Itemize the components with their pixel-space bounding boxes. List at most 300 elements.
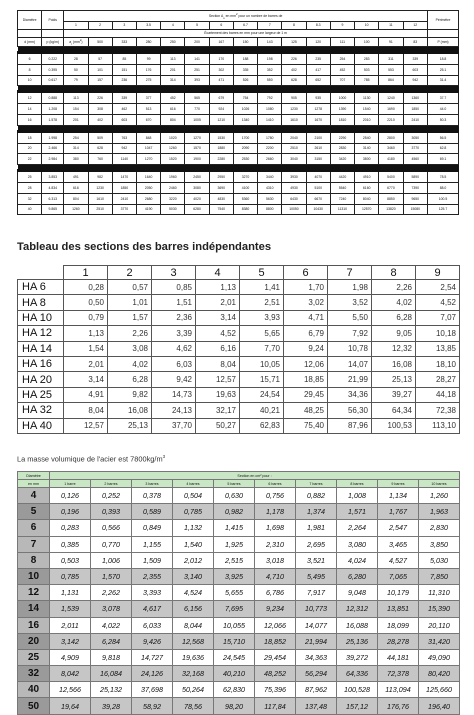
area-unit-part: r	[71, 41, 73, 46]
table-cell: 3140	[355, 143, 379, 154]
diameter-cell: 10	[18, 568, 50, 584]
table-cell: 616	[64, 182, 88, 193]
table-cell: 905	[282, 92, 306, 104]
section-cell: 2,51	[240, 295, 284, 310]
table-cell: 62.8	[428, 143, 459, 154]
section-cell: 2,54	[416, 280, 460, 295]
table-row	[18, 341, 460, 356]
table-cell: 1240	[379, 92, 403, 104]
bar-count-cell: 10	[355, 22, 379, 30]
table-cell: 7390	[403, 182, 427, 193]
table-cell: 565	[185, 92, 209, 104]
table-cell: 31.4	[428, 75, 459, 86]
table-cell: 141	[185, 53, 209, 65]
bar-count-cell: 3	[152, 266, 196, 280]
section-cell: 7,07	[416, 310, 460, 325]
bar-label: HA 25	[18, 387, 64, 402]
table-cell: 188	[233, 53, 257, 65]
section-cell: 3,140	[173, 568, 214, 584]
table-cell: 113	[161, 53, 185, 65]
diameter-cell: 16	[18, 617, 50, 633]
section-cell: 176,76	[378, 698, 419, 714]
table-cell: 2680	[136, 193, 160, 204]
bar-count-cell: 2	[108, 266, 152, 280]
table-cell: 1520	[161, 154, 185, 165]
section-cell: 64,336	[337, 666, 378, 682]
section-cell: 8,04	[64, 403, 108, 418]
section-cell: 10,05	[240, 356, 284, 371]
section-cell: 196,40	[419, 698, 460, 714]
table-cell: 88.0	[428, 182, 459, 193]
table-cell: 4830	[209, 193, 233, 204]
table-cell: 235	[306, 53, 330, 65]
section-cell: 5,030	[419, 552, 460, 568]
section-cell: 7,917	[296, 585, 337, 601]
section-cell: 1,540	[173, 536, 214, 552]
table-row	[18, 585, 460, 601]
table-cell: 1530	[209, 131, 233, 143]
section-cm2-table	[17, 471, 460, 715]
bar-count-cell: 10 barres	[419, 480, 460, 488]
bar-count-cell: 2	[88, 22, 112, 30]
section-cell: 6,28	[372, 310, 416, 325]
table-cell: 402	[88, 114, 112, 125]
bar-label: HA 14	[18, 341, 64, 356]
table-cell: 452	[330, 64, 354, 75]
bar-count-cell: 12	[403, 22, 427, 30]
spacing-cell: 500	[88, 38, 112, 47]
section-cell: 9,048	[337, 585, 378, 601]
table-cell: 3420	[330, 154, 354, 165]
table-cell: 2450	[185, 171, 209, 183]
table-cell: 339	[403, 53, 427, 65]
section-cell: 14,07	[328, 356, 372, 371]
section-cell: 2,264	[337, 520, 378, 536]
bar-label: HA 6	[18, 280, 64, 295]
section-cell: 6,28	[108, 372, 152, 387]
table-row	[18, 504, 460, 520]
table-cell: 1610	[282, 114, 306, 125]
table-cell: 2410	[112, 193, 136, 204]
table-cell: 503	[355, 64, 379, 75]
table-cell: 99	[136, 53, 160, 65]
table-row	[18, 520, 460, 536]
independent-bars-table	[17, 265, 460, 434]
section-cell: 4,909	[50, 649, 91, 665]
table-cell: 4020	[185, 193, 209, 204]
section-cell: 18,099	[378, 617, 419, 633]
table-cell: 4560	[403, 154, 427, 165]
table-cell: 1.578	[42, 114, 64, 125]
table-cell: 1278	[306, 104, 330, 115]
section-cell: 0,589	[132, 504, 173, 520]
section-cell: 100,528	[337, 682, 378, 698]
section-cell: 3,39	[152, 326, 196, 341]
section-cell: 64,34	[372, 403, 416, 418]
section-cell: 0,503	[50, 552, 91, 568]
bar-count-cell: 6.7	[233, 22, 257, 30]
section-cell: 4,62	[152, 341, 196, 356]
table-cell: 100.5	[428, 193, 459, 204]
diametre-unit: en mm	[18, 480, 50, 488]
table-cell: 2540	[355, 131, 379, 143]
section-cell: 1,767	[378, 504, 419, 520]
section-cell: 3,850	[419, 536, 460, 552]
table-cell: 3050	[403, 131, 427, 143]
table-cell: 603	[112, 114, 136, 125]
section-cell: 0,126	[50, 488, 91, 504]
table-cell: 3220	[161, 193, 185, 204]
perimetre-header: Périmètre	[428, 11, 459, 30]
spacing-cell: 120	[306, 38, 330, 47]
table-cell: 942	[403, 75, 427, 86]
table-cell: 201	[64, 114, 88, 125]
table-cell: 1570	[185, 143, 209, 154]
section-cell: 14,73	[152, 387, 196, 402]
table-cell: 0.617	[42, 75, 64, 86]
section-cell: 80,420	[419, 666, 460, 682]
section-cell: 44,181	[378, 649, 419, 665]
table-cell: 1.208	[42, 104, 64, 115]
bar-count-cell: 9	[330, 22, 354, 30]
section-cell: 9,818	[91, 649, 132, 665]
section-cell: 157,12	[337, 698, 378, 714]
table-cell: 1005	[185, 114, 209, 125]
bar-label: HA 8	[18, 295, 64, 310]
section-cell: 0,566	[91, 520, 132, 536]
table-cell: 1670	[306, 114, 330, 125]
section-cell: 2,01	[196, 295, 240, 310]
table-cell: 2200	[258, 143, 282, 154]
table-cell: 5100	[306, 182, 330, 193]
table-row	[18, 387, 460, 402]
table-row	[18, 104, 459, 115]
area-unit-part: 2	[79, 38, 82, 42]
section-header: Section en cm² pour :	[50, 472, 460, 480]
table-cell: 3770	[112, 204, 136, 215]
table-cell: 1410	[258, 114, 282, 125]
table-row	[18, 617, 460, 633]
table-cell: 1.998	[42, 131, 64, 143]
bar-label: HA 32	[18, 403, 64, 418]
table-cell: 3.853	[42, 171, 64, 183]
section-cell: 0,785	[50, 568, 91, 584]
table-cell: 8040	[355, 193, 379, 204]
table-cell: 670	[136, 114, 160, 125]
table-cell: 4070	[306, 171, 330, 183]
table-cell: 22	[18, 154, 42, 165]
section-cell: 72,38	[416, 403, 460, 418]
section-cell: 117,84	[255, 698, 296, 714]
section-cell: 3,142	[50, 633, 91, 649]
table-cell: 201	[161, 64, 185, 75]
section-cell: 0,785	[173, 504, 214, 520]
section-cell: 12,566	[50, 682, 91, 698]
table-cell: 452	[161, 92, 185, 104]
section-cell: 0,28	[64, 280, 108, 295]
table-cell: 393	[185, 75, 209, 86]
section-cell: 49,090	[419, 649, 460, 665]
table-row	[18, 568, 460, 584]
table-cell: 2510	[282, 143, 306, 154]
section-cell: 9,426	[132, 633, 173, 649]
section-cell: 6,16	[196, 341, 240, 356]
diameter-cell: 12	[18, 585, 50, 601]
table-row	[18, 92, 459, 104]
table-cell: 6430	[282, 193, 306, 204]
table-cell: 7540	[209, 204, 233, 215]
table-cell: 1260	[64, 204, 88, 215]
table-cell: 5630	[258, 193, 282, 204]
section-cell: 125,660	[419, 682, 460, 698]
table-cell: 157	[88, 75, 112, 86]
section-cell: 7,70	[240, 341, 284, 356]
poids-unit: p (kg/m)	[42, 38, 64, 47]
section-cell: 25,13	[108, 418, 152, 433]
diameter-cell: 5	[18, 504, 50, 520]
section-cell: 78,56	[173, 698, 214, 714]
section-cell: 75,396	[255, 682, 296, 698]
table-cell: 9.865	[42, 204, 64, 215]
table-cell: 311	[379, 53, 403, 65]
table-cell: 12570	[355, 204, 379, 215]
bar-count-cell: 9 barres	[378, 480, 419, 488]
diametre-header: Diamètre	[18, 11, 42, 30]
table-cell: 0.888	[42, 92, 64, 104]
section-table-title: Tableau des sections des barres indépendantes	[17, 241, 272, 253]
table-cell: 176	[136, 64, 160, 75]
table-row	[18, 372, 460, 387]
table-cell: 652	[306, 75, 330, 86]
section-cell: 12,32	[372, 341, 416, 356]
table-cell: 2.466	[42, 143, 64, 154]
table-cell: 6160	[355, 182, 379, 193]
table-cell: 101	[88, 64, 112, 75]
table-cell: 982	[88, 171, 112, 183]
section-cell: 28,278	[378, 633, 419, 649]
section-cell: 4,527	[378, 552, 419, 568]
spacing-cell: 143	[258, 38, 282, 47]
section-cell: 6,033	[132, 617, 173, 633]
table-cell: 1047	[136, 143, 160, 154]
table-cell: 2050	[136, 182, 160, 193]
table-cell: 2090	[233, 143, 257, 154]
section-cell: 1,41	[240, 280, 284, 295]
table-cell: 513	[136, 104, 160, 115]
table-cell: 4100	[233, 182, 257, 193]
section-cell: 10,773	[296, 601, 337, 617]
table-row	[18, 698, 460, 714]
section-cell: 5,655	[214, 585, 255, 601]
section-cell: 2,695	[296, 536, 337, 552]
section-cell: 2,262	[91, 585, 132, 601]
table-cell: 603	[403, 64, 427, 75]
table-row	[18, 488, 460, 504]
section-cell: 12,57	[64, 418, 108, 433]
section-cell: 9,24	[284, 341, 328, 356]
table-row	[18, 633, 460, 649]
area-unit-part: )	[81, 40, 83, 45]
section-cell: 18,10	[416, 356, 460, 371]
table-cell: 628	[88, 143, 112, 154]
section-cell: 34,363	[296, 649, 337, 665]
section-cell: 137,48	[296, 698, 337, 714]
table-cell: 1020	[161, 131, 185, 143]
ecartement-header: Écartement des barres en mm pour une largeur de 1 m	[64, 30, 428, 38]
table-cell: 471	[209, 75, 233, 86]
table-row	[18, 182, 459, 193]
table-cell: 283	[355, 53, 379, 65]
table-row	[18, 75, 459, 86]
section-cell: 25,136	[337, 633, 378, 649]
table-row	[18, 114, 459, 125]
section-cell: 56,294	[296, 666, 337, 682]
table-cell: 3690	[209, 182, 233, 193]
spacing-cell: 167	[209, 38, 233, 47]
area-unit	[64, 38, 88, 47]
table-cell: 1270	[185, 131, 209, 143]
table-cell: 85	[112, 53, 136, 65]
section-cell: 50,27	[196, 418, 240, 433]
area-unit-part: a	[69, 40, 72, 45]
section-cell: 1,570	[91, 568, 132, 584]
section-cell: 0,504	[173, 488, 214, 504]
bar-count-cell: 7	[328, 266, 372, 280]
section-cell: 18,85	[284, 372, 328, 387]
table-row	[18, 193, 459, 204]
table-cell: 6770	[379, 182, 403, 193]
table-cell: 760	[88, 154, 112, 165]
section-cell: 2,310	[255, 536, 296, 552]
table-row	[18, 418, 460, 433]
section-cell: 1,51	[152, 295, 196, 310]
table-cell: 5360	[233, 193, 257, 204]
section-cell: 3,14	[64, 372, 108, 387]
table-cell: 1270	[136, 154, 160, 165]
table-cell: 7240	[330, 193, 354, 204]
section-cell: 1,925	[214, 536, 255, 552]
spacing-cell: 280	[136, 38, 160, 47]
section-cell: 1,131	[50, 585, 91, 601]
table-cell: 4180	[379, 154, 403, 165]
section-cell: 1,571	[337, 504, 378, 520]
section-cell: 2,355	[132, 568, 173, 584]
section-cell: 44,18	[416, 387, 460, 402]
section-cell: 15,710	[214, 633, 255, 649]
table-cell: 1850	[403, 104, 427, 115]
table-cell: 0.222	[42, 53, 64, 65]
bar-count-cell: 6	[284, 266, 328, 280]
table-cell: 50.3	[428, 114, 459, 125]
section-cell: 2,26	[372, 280, 416, 295]
spacing-cell: 125	[282, 38, 306, 47]
table-cell: 3930	[282, 171, 306, 183]
section-cell: 8,042	[50, 666, 91, 682]
table-cell: 942	[112, 143, 136, 154]
section-cell: 62,83	[240, 418, 284, 433]
section-cell: 6,284	[91, 633, 132, 649]
table-cell: 40	[18, 204, 42, 215]
table-cell: 18.8	[428, 53, 459, 65]
section-cell: 10,055	[214, 617, 255, 633]
table-row	[18, 552, 460, 568]
table-cell: 10430	[306, 204, 330, 215]
table-cell: 254	[64, 131, 88, 143]
section-cell: 1,698	[255, 520, 296, 536]
section-cell: 13,851	[378, 601, 419, 617]
section-cell: 19,63	[196, 387, 240, 402]
section-cell: 14,077	[296, 617, 337, 633]
table-row	[18, 310, 460, 325]
diameter-cell: 4	[18, 488, 50, 504]
section-cell: 1,54	[64, 341, 108, 356]
table-cell: 1540	[355, 104, 379, 115]
table-cell: 1880	[209, 143, 233, 154]
diameter-cell: 50	[18, 698, 50, 714]
table-cell: 6	[18, 53, 42, 65]
section-cell: 0,50	[64, 295, 108, 310]
table-row	[18, 204, 459, 215]
section-cell: 21,99	[328, 372, 372, 387]
table-cell: 10	[18, 75, 42, 86]
table-cell: 616	[161, 104, 185, 115]
section-cell: 24,545	[214, 649, 255, 665]
table-cell: 20	[18, 143, 42, 154]
section-cell: 31,420	[419, 633, 460, 649]
table-row	[18, 601, 460, 617]
table-cell: 302	[209, 64, 233, 75]
section-cell: 1,260	[419, 488, 460, 504]
table-cell: 770	[185, 104, 209, 115]
section-cell: 18,852	[255, 633, 296, 649]
section-cell: 3,02	[284, 295, 328, 310]
table-cell: 6280	[185, 204, 209, 215]
table-cell: 226	[88, 92, 112, 104]
table-cell: 3440	[258, 171, 282, 183]
table-row	[18, 53, 459, 65]
table-cell: 864	[379, 75, 403, 86]
table-cell: 1340	[233, 114, 257, 125]
table-cell: 4420	[330, 171, 354, 183]
section-cell: 3,521	[296, 552, 337, 568]
section-cell: 1,539	[50, 601, 91, 617]
bar-count-cell: 8	[282, 22, 306, 30]
section-cell: 1,132	[173, 520, 214, 536]
section-cell: 87,962	[296, 682, 337, 698]
section-cell: 48,25	[284, 403, 328, 418]
section-cell: 98,20	[214, 698, 255, 714]
section-cell: 16,084	[91, 666, 132, 682]
section-cell: 0,770	[91, 536, 132, 552]
corner-cell	[18, 266, 64, 280]
section-cell: 9,05	[372, 326, 416, 341]
table-cell: 32	[18, 193, 42, 204]
section-cell: 100,53	[372, 418, 416, 433]
section-cell: 4,91	[64, 387, 108, 402]
table-cell: 5890	[403, 171, 427, 183]
poids-header: Poids	[42, 11, 64, 30]
table-row	[18, 295, 460, 310]
bar-count-cell: 3	[112, 22, 136, 30]
table-cell: 2410	[403, 114, 427, 125]
section-cell: 34,36	[328, 387, 372, 402]
section-cell: 1,01	[108, 295, 152, 310]
section-cell: 1,98	[328, 280, 372, 295]
table-cell: 5540	[330, 182, 354, 193]
section-cell: 25,132	[91, 682, 132, 698]
section-cell: 15,390	[419, 601, 460, 617]
section-cell: 6,79	[284, 326, 328, 341]
